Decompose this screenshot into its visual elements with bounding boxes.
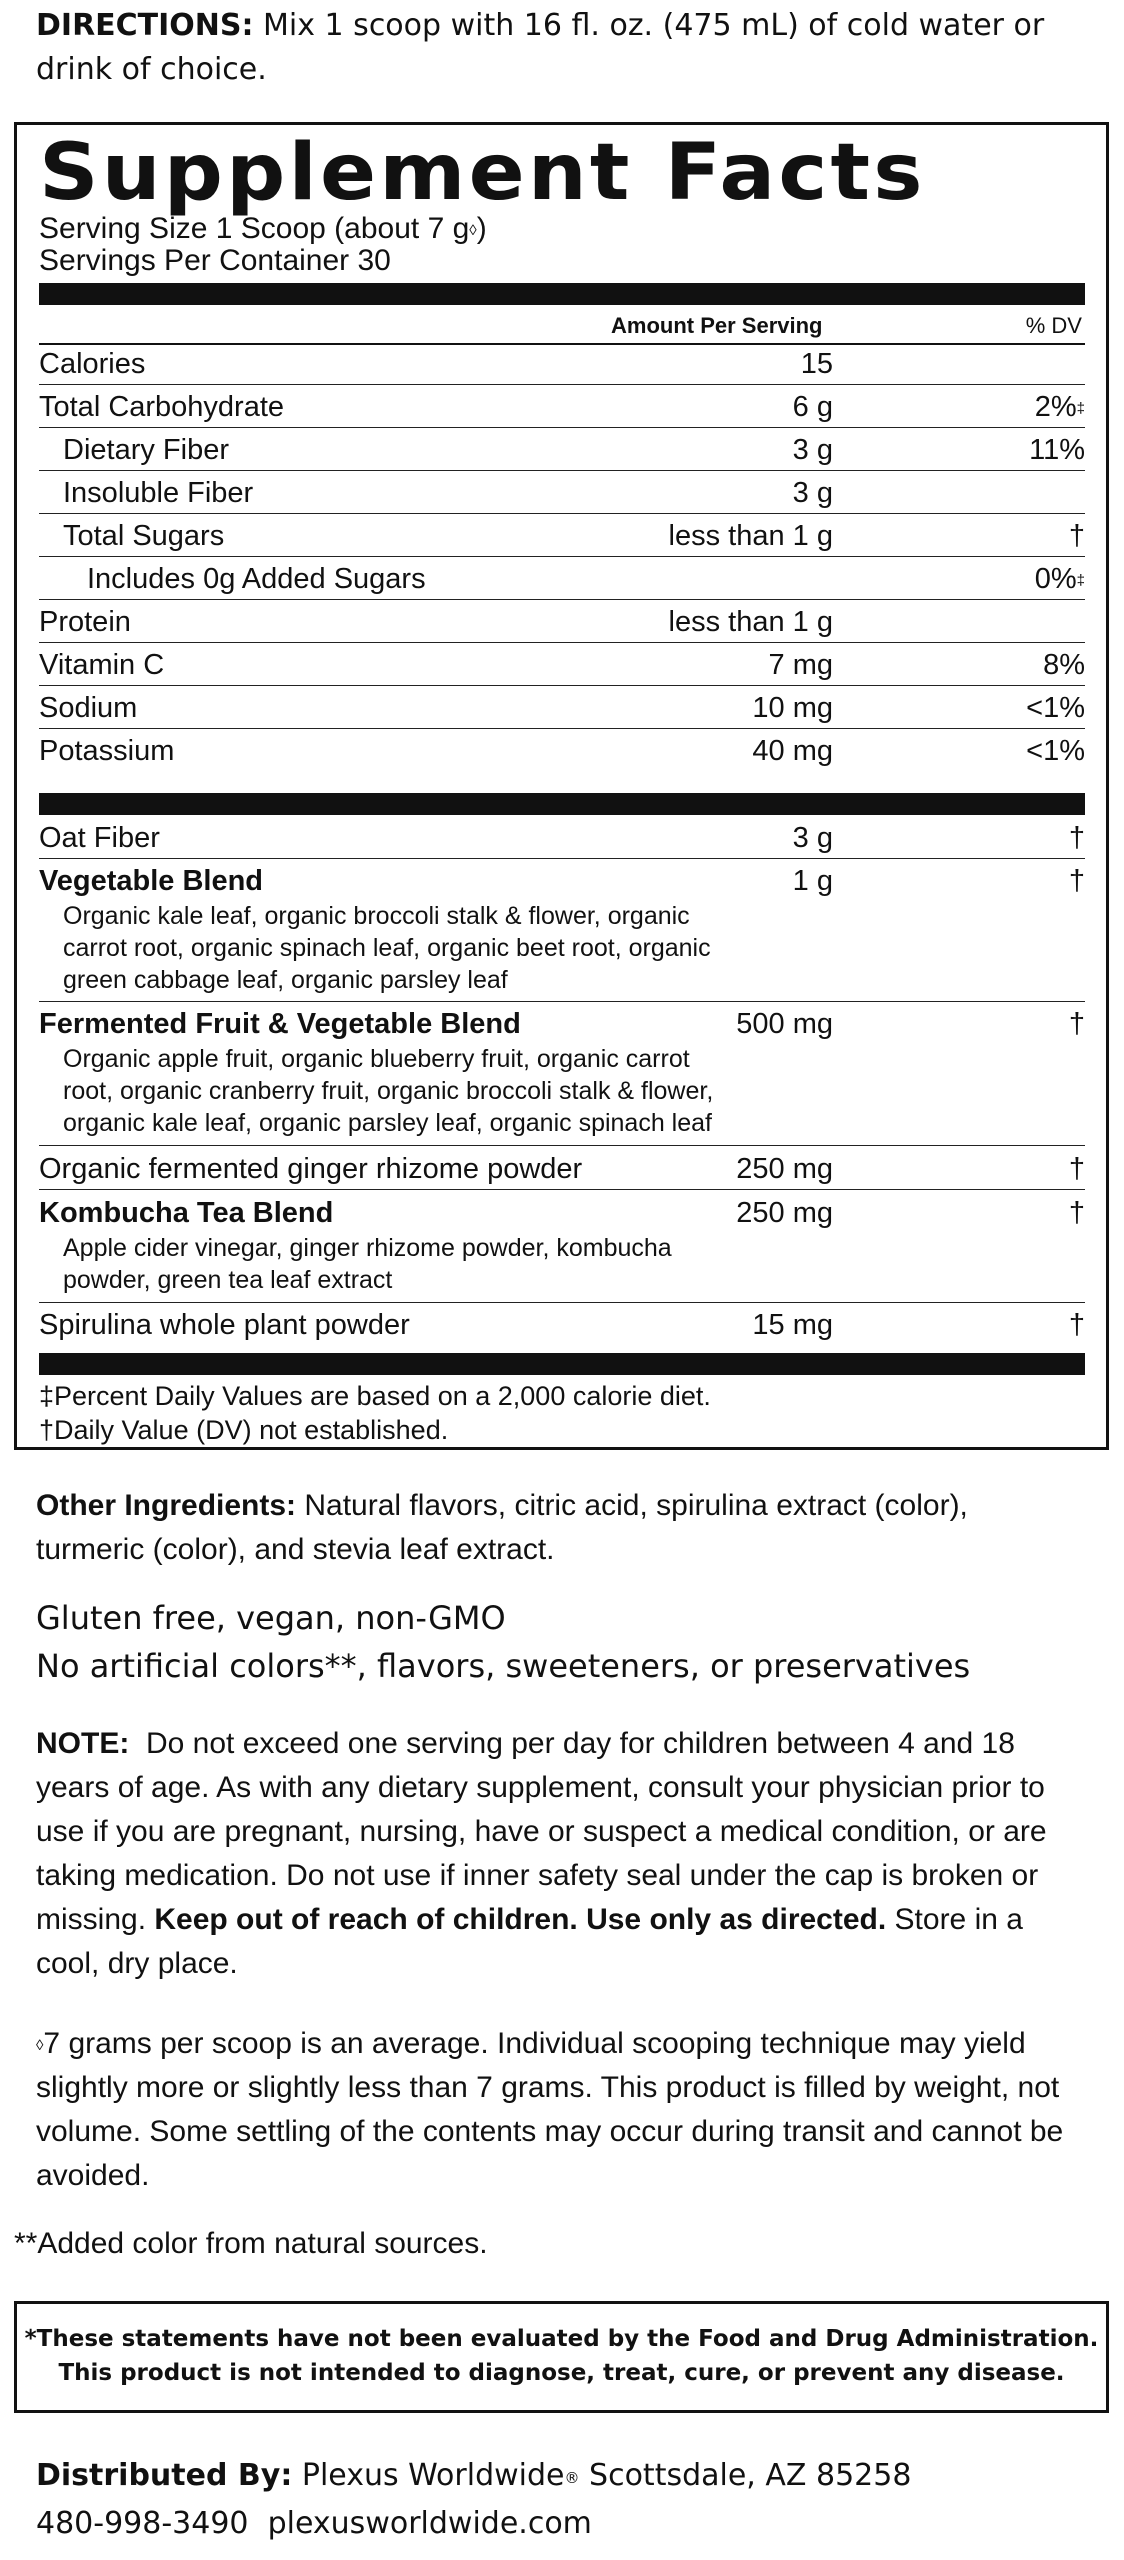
ingredient-row: Vegetable Blend 1 g † Organic kale leaf, organic broccoli stalk & flower, organic carrot root, organic spinach leaf, organic beet root, organic green cabbage leaf, organic parsley leaf (39, 864, 1085, 1002)
nutrient-row: Sodium 10 mg <1% (39, 691, 1085, 729)
phone-number: 480-998-3490 (36, 2506, 249, 2541)
nutrient-row: Vitamin C 7 mg 8% (39, 648, 1085, 686)
nutrient-row: Total Carbohydrate 6 g 2%‡ (39, 390, 1085, 428)
nutrient-row: Includes 0g Added Sugars 0%‡ (39, 562, 1085, 600)
serving-info (39, 213, 487, 277)
servings-per-container: Servings Per Container 30 (39, 244, 391, 277)
thick-divider (39, 1353, 1085, 1375)
blend-ingredients: Apple cider vinegar, ginger rhizome powder, kombucha powder, green tea leaf extract (63, 1234, 672, 1294)
nutrient-row: Protein less than 1 g (39, 605, 1085, 643)
website-link[interactable]: plexusworldwide.com (267, 2506, 592, 2541)
blend-ingredients: Organic apple fruit, organic blueberry fruit, organic carrot root, organic cranberry fruit, organic broccoli stalk & flower, organic kale leaf, organic parsley leaf, organic spinach leaf (63, 1045, 714, 1137)
color-note: **Added color from natural sources. (14, 2227, 488, 2260)
nutrient-row: Potassium 40 mg <1% (39, 735, 1085, 767)
facts-footnotes: ‡Percent Daily Values are based on a 2,000 calorie diet. †Daily Value (DV) not established. (39, 1381, 711, 1445)
ingredient-row: Spirulina whole plant powder 15 mg † (39, 1309, 1085, 1341)
serving-size-mark: ◊ (469, 222, 477, 239)
directions-text: Mix 1 scoop with 16 fl. oz. (475 mL) of cold water or drink of choice. (36, 8, 1045, 87)
blend-ingredients: Organic kale leaf, organic broccoli stalk & flower, organic carrot root, organic spinach leaf, organic beet root, organic green cabbage leaf, organic parsley leaf (63, 902, 711, 994)
thin-divider (39, 343, 1085, 345)
nutrient-row: Total Sugars less than 1 g † (39, 519, 1085, 557)
ingredient-row: Oat Fiber 3 g † (39, 821, 1085, 859)
supplement-facts-panel (14, 122, 1109, 1450)
thick-divider (39, 283, 1085, 305)
fda-disclaimer: *These statements have not been evaluated by the Food and Drug Administration. This product is not intended to diagnose, treat, cure, or prevent any disease. (14, 2301, 1109, 2413)
facts-title: Supplement Facts (39, 128, 926, 218)
thick-divider (39, 793, 1085, 815)
product-claims: Gluten free, vegan, non-GMO No artificial colors**, flavors, sweeteners, or preservatives (36, 1599, 971, 1685)
column-dv-header: % DV (1025, 313, 1082, 338)
note-paragraph: NOTE: Do not exceed one serving per day for children between 4 and 18 years of age. As with any dietary supplement, consult your physician prior to use if you are pregnant, nursing, have or suspect a medical condition, or are taking medication. Do not use if inner safety seal under the cap is broken or missing. Keep out of reach of children. Use only as directed. Store in a cool, dry place. (36, 1727, 1055, 1980)
serving-size: Serving Size 1 Scoop (about 7 g◊) (39, 212, 487, 245)
directions-label: DIRECTIONS: (36, 8, 254, 43)
nutrient-row: Insoluble Fiber 3 g (39, 476, 1085, 514)
column-amount-header: Amount Per Serving (611, 313, 823, 338)
directions (36, 4, 1096, 92)
ingredient-row: Kombucha Tea Blend 250 mg † Apple cider vinegar, ginger rhizome powder, kombucha powder, green tea leaf extract (39, 1196, 1085, 1303)
ingredient-row: Fermented Fruit & Vegetable Blend 500 mg † Organic apple fruit, organic blueberry fruit, organic carrot root, organic cranberry fruit, organic broccoli stalk & flower, organic kale leaf, organic parsley leaf, organic spinach leaf (39, 1007, 1085, 1146)
other-ingredients: Other Ingredients: Natural flavors, citric acid, spirulina extract (color), turmeric (color), and stevia leaf extract. (36, 1489, 968, 1566)
nutrient-row: Calories 15 (39, 347, 1085, 385)
distributor-info: Distributed By: Plexus Worldwide® Scottsdale, AZ 85258 480-998-3490 plexusworldwide.com (36, 2458, 912, 2541)
scoop-note: ◊7 grams per scoop is an average. Individual scooping technique may yield slightly more or slightly less than 7 grams. This product is filled by weight, not volume. Some settling of the contents may occur during transit and cannot be avoided. (36, 2027, 1064, 2192)
ingredient-row: Organic fermented ginger rhizome powder 250 mg † (39, 1152, 1085, 1190)
nutrient-row: Dietary Fiber 3 g 11% (39, 433, 1085, 471)
